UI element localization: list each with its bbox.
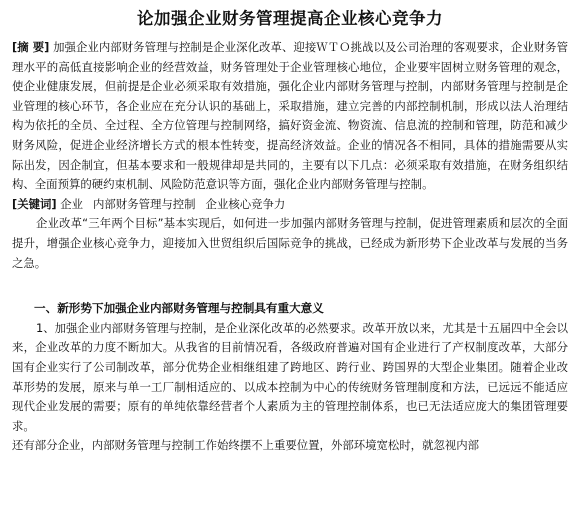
keyword: 企业 xyxy=(60,196,84,211)
body-paragraph: 1、加强企业内部财务管理与控制，是企业深化改革的必然要求。改革开放以来，尤其是十五届四中全会以来，企业改革的力度不断加大。从我省的目前情况看，各级政府普遍对国有企业进行了产权制度改革，大部分国有企业实行了公司制改革，部分优势企业相继组建了跨地区、跨行业、跨国界的大型企业集团。随着企业改革形势的发展，原来与单一工厂制相适应的、以成本控制为中心的传统财务管理制度和方法，已远远不能适应现代企业发展的需要；原有的单纯依靠经营者个人素质为主的管理控制体系，也已无法适应庞大的集团管理要求。 xyxy=(12,320,568,433)
section-spacer xyxy=(12,273,568,299)
body-paragraph-continued: 还有部分企业，内部财务管理与控制工作始终摆不上重要位置，外部环境宽松时，就忽视内部 xyxy=(12,438,480,453)
page-title: 论加强企业财务管理提高企业核心竞争力 xyxy=(137,9,443,28)
keywords-label: [关键词] xyxy=(12,196,57,211)
abstract-text: 加强企业内部财务管理与控制是企业深化改革、迎接ＷＴＯ挑战以及公司治理的客观要求，企业财务管理水平的高低直接影响企业的经营效益，财务管理处于企业管理核心地位，企业要牢固树立财务管理的观念，使企业健康发展，但前提是企业必须采取有效措施，强化企业内部财务管理与控制，内部财务管理与控制是企业管理的核心环节，各企业应在充分认识的基础上，采取措施，建立完善的内部控制机制，形成以法人治理结构为依托的全员、全过程、全方位管理与控制网络，搞好资金流、物资流、信息流的控制和管理，防范和减少财务风险，促进企业经济增长方式的根本性转变，提高经济效益。企业的情况各不相同，具体的措施需要从实际出发，因企制宜，但基本要求和一般规律却是共同的，主要有以下几点：必须采取有效措施，在财务组织结构、全面预算的硬约束机制、风险防范意识等方面，强化企业内部财务管理与控制。 xyxy=(12,40,568,192)
abstract-paragraph xyxy=(12,38,568,195)
section-heading: 一、新形势下加强企业内部财务管理与控制具有重大意义 xyxy=(34,301,324,316)
intro-paragraph: 企业改革“三年两个目标”基本实现后，如何进一步加强内部财务管理与控制，促进管理素质和层次的全面提升，增强企业核心竞争力，迎接加入世贸组织后国际竞争的挑战，已经成为新形势下企业改革与发展的当务之急。 xyxy=(12,216,568,270)
keyword: 内部财务管理与控制 xyxy=(93,196,196,211)
keyword: 企业核心竞争力 xyxy=(205,196,286,211)
abstract-label: [摘 要] xyxy=(12,40,50,54)
keywords-line xyxy=(12,195,568,215)
